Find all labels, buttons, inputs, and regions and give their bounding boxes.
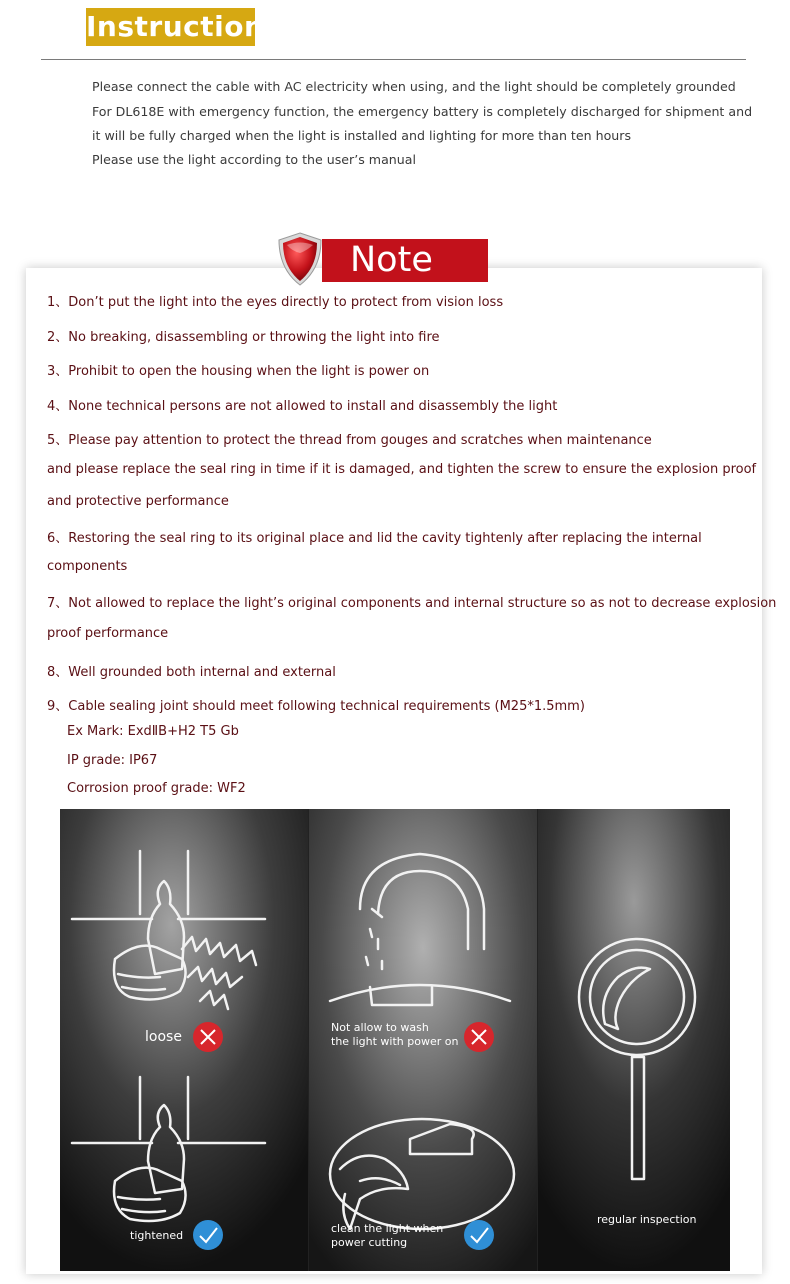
note-item-5-cont-2: and protective performance bbox=[47, 494, 229, 509]
spec-corrosion-grade: Corrosion proof grade: WF2 bbox=[67, 781, 246, 796]
instruction-line-2: For DL618E with emergency function, the emergency battery is completely discharged for shipment and bbox=[92, 104, 753, 119]
loose-label: loose bbox=[145, 1029, 182, 1045]
loose-wrong-icon bbox=[193, 1022, 223, 1052]
note-item-8: 8、Well grounded both internal and external bbox=[47, 665, 336, 680]
note-item-2: 2、No breaking, disassembling or throwing the light into fire bbox=[47, 330, 440, 345]
wash-warning-line-2: the light with power on bbox=[331, 1035, 459, 1048]
note-item-7: 7、Not allowed to replace the light’s original components and internal structure so as not to decrease explosion bbox=[47, 596, 777, 611]
note-item-1: 1、Don’t put the light into the eyes directly to protect from vision loss bbox=[47, 295, 504, 310]
wash-warning-line-1: Not allow to wash bbox=[331, 1021, 429, 1034]
note-title: Note bbox=[322, 239, 488, 282]
note-item-9: 9、Cable sealing joint should meet following technical requirements (M25*1.5mm) bbox=[47, 699, 585, 714]
tightened-check-icon bbox=[193, 1220, 223, 1250]
shield-icon bbox=[276, 231, 324, 287]
instruction-title: Instruction bbox=[86, 8, 255, 46]
wash-wrong-icon bbox=[464, 1022, 494, 1052]
note-item-7-cont: proof performance bbox=[47, 626, 169, 641]
spec-ex-mark: Ex Mark: ExdⅡB+H2 T5 Gb bbox=[67, 724, 239, 739]
spec-ip-grade: IP grade: IP67 bbox=[67, 753, 158, 768]
clean-label-line-1: clean the light when bbox=[331, 1222, 444, 1235]
instruction-line-4: Please use the light according to the user’s manual bbox=[92, 152, 416, 167]
note-item-4: 4、None technical persons are not allowed to install and disassembly the light bbox=[47, 399, 558, 414]
note-item-6-cont: components bbox=[47, 559, 128, 574]
instruction-line-1: Please connect the cable with AC electricity when using, and the light should be completely grounded bbox=[92, 79, 736, 94]
clean-check-icon bbox=[464, 1220, 494, 1250]
instruction-line-3: it will be fully charged when the light is installed and lighting for more than ten hours bbox=[92, 128, 632, 143]
tightened-label: tightened bbox=[130, 1229, 184, 1242]
panel-column-inspection bbox=[538, 809, 730, 1271]
note-item-3: 3、Prohibit to open the housing when the light is power on bbox=[47, 364, 430, 379]
clean-label-line-2: power cutting bbox=[331, 1236, 408, 1249]
note-item-5-cont-1: and please replace the seal ring in time if it is damaged, and tighten the screw to ensure the explosion proof bbox=[47, 462, 757, 477]
note-item-5: 5、Please pay attention to protect the thread from gouges and scratches when maintenance bbox=[47, 433, 652, 448]
note-item-6: 6、Restoring the seal ring to its original place and lid the cavity tightenly after replacing the internal bbox=[47, 531, 702, 546]
instruction-divider bbox=[41, 59, 746, 60]
inspection-label: regular inspection bbox=[597, 1213, 697, 1226]
